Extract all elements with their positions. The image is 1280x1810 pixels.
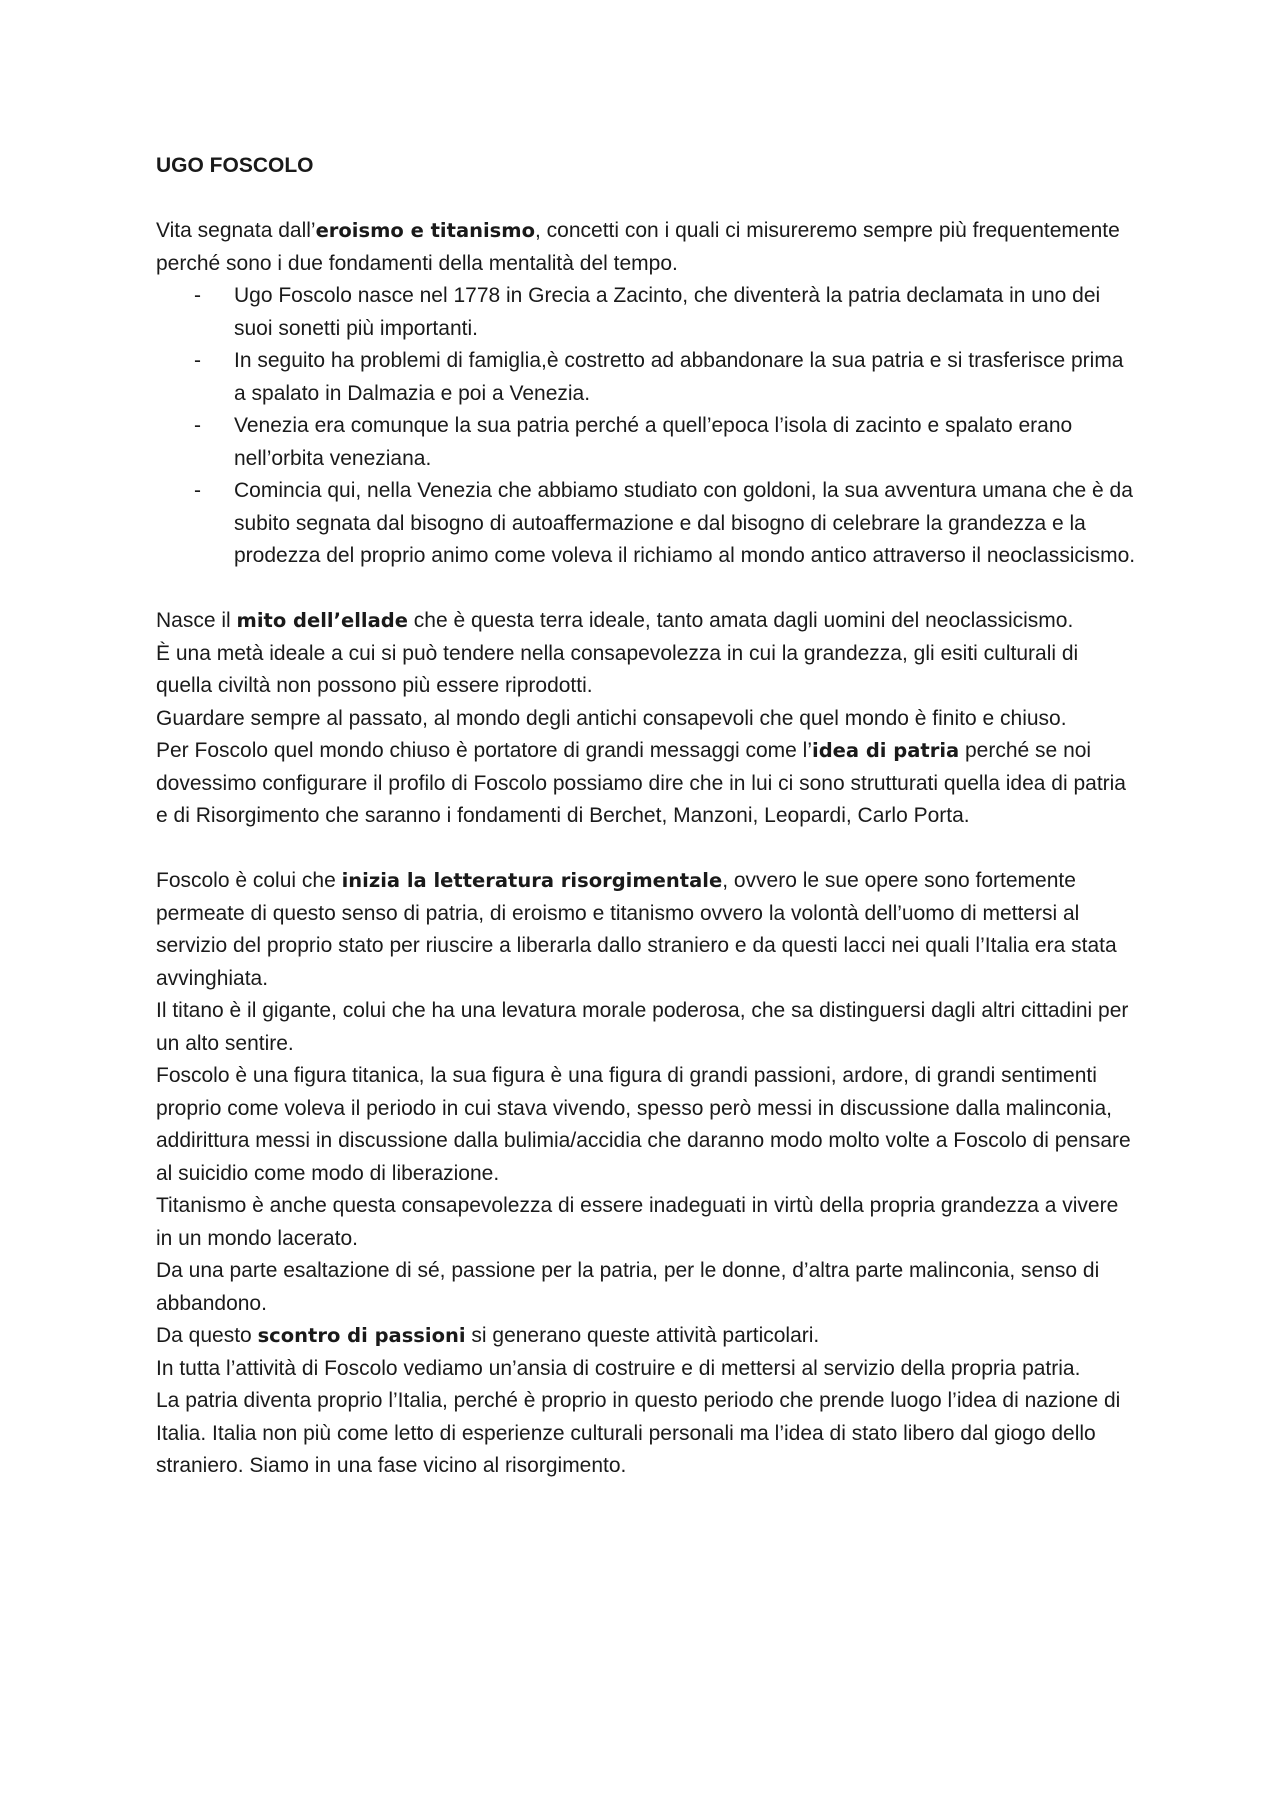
figura-titanica-paragraph: Foscolo è una figura titanica, la sua figura è una figura di grandi passioni, ardore, di grandi sentimenti proprio come voleva il periodo in cui stava vivendo, spesso però messi in discussione dalla malinconia, addirittura messi in discussione dalla bulimia/accidia che daranno modo molto volte a Foscolo di pensare al suicidio come modo di liberazione. — [156, 1064, 1131, 1185]
list-item — [156, 280, 1136, 345]
titanismo-paragraph: Titanismo è anche questa consapevolezza di essere inadeguati in virtù della propria grandezza a vivere in un mondo lacerato. — [156, 1194, 1119, 1250]
patria-paragraph — [156, 735, 1136, 833]
ideal-paragraph: È una metà ideale a cui si può tendere nella consapevolezza in cui la grandezza, gli esiti culturali di quella civiltà non possono più essere riprodotti. — [156, 641, 1079, 697]
intro-text-start: Vita segnata dall’ — [156, 219, 316, 242]
dash-marker: - — [194, 414, 201, 437]
risorgimentale-text-start: Foscolo è colui che — [156, 869, 342, 892]
scontro-text-start: Da questo — [156, 1324, 258, 1347]
risorgimentale-bold-phrase: inizia la letteratura risorgimentale — [341, 869, 723, 892]
intro-text-end: , concetti con i quali ci misureremo sempre più frequentemente perché sono i due fondamenti della mentalità del tempo. — [156, 219, 1120, 275]
ellade-paragraph — [156, 605, 1136, 638]
document-title: UGO FOSCOLO — [156, 154, 314, 177]
ellade-text-start: Nasce il — [156, 609, 237, 632]
dash-marker: - — [194, 284, 201, 307]
risorgimentale-paragraph — [156, 865, 1136, 995]
list-item-text: In seguito ha problemi di famiglia,è costretto ad abbandonare la sua patria e si trasferisce prima a spalato in Dalmazia e poi a Venezia. — [234, 349, 1124, 405]
patria-text-start: Per Foscolo quel mondo chiuso è portatore di grandi messaggi come l’ — [156, 739, 813, 762]
intro-bold-phrase: eroismo e titanismo — [315, 219, 535, 242]
list-item — [156, 410, 1136, 475]
dash-marker: - — [194, 479, 201, 502]
list-item-text: Venezia era comunque la sua patria perché a quell’epoca l’isola di zacinto e spalato erano nell’orbita veneziana. — [234, 414, 1073, 470]
paragraph-spacer — [156, 573, 1136, 606]
scontro-text-end: si generano queste attività particolari. — [465, 1324, 820, 1347]
list-item — [156, 345, 1136, 410]
paragraph-spacer — [156, 833, 1136, 866]
ansia-paragraph: In tutta l’attività di Foscolo vediamo un’ansia di costruire e di mettersi al servizio della propria patria. — [156, 1356, 1081, 1380]
patria-bold-phrase: idea di patria — [812, 739, 960, 762]
bullet-list — [156, 280, 1136, 573]
ellade-bold-phrase: mito dell’ellade — [236, 609, 408, 632]
intro-paragraph — [156, 215, 1136, 280]
past-paragraph: Guardare sempre al passato, al mondo degli antichi consapevoli che quel mondo è finito e chiuso. — [156, 706, 1067, 730]
list-item-text: Ugo Foscolo nasce nel 1778 in Grecia a Zacinto, che diventerà la patria declamata in uno dei suoi sonetti più importanti. — [234, 284, 1101, 340]
ellade-text-end: che è questa terra ideale, tanto amata dagli uomini del neoclassicismo. — [407, 609, 1074, 632]
patria-text-end: perché se noi dovessimo configurare il profilo di Foscolo possiamo dire che in lui ci sono strutturati quella idea di patria e di Risorgimento che saranno i fondamenti di Berchet, Manzoni, Leopardi, Carlo Porta. — [156, 739, 1126, 827]
dash-marker: - — [194, 349, 201, 372]
scontro-bold-phrase: scontro di passioni — [257, 1324, 466, 1347]
scontro-paragraph — [156, 1320, 1136, 1353]
list-item — [156, 475, 1136, 573]
nazione-paragraph: La patria diventa proprio l’Italia, perché è proprio in questo periodo che prende luogo l’idea di nazione di Italia. Italia non più come letto di esperienze culturali personali ma l’idea di stato libero dal giogo dello straniero. Siamo in una fase vicino al risorgimento. — [156, 1389, 1121, 1477]
esaltazione-paragraph: Da una parte esaltazione di sé, passione per la patria, per le donne, d’altra parte malinconia, senso di abbandono. — [156, 1259, 1100, 1315]
titano-paragraph: Il titano è il gigante, colui che ha una levatura morale poderosa, che sa distinguersi dagli altri cittadini per un alto sentire. — [156, 999, 1129, 1055]
document-page — [156, 150, 1136, 1483]
list-item-text: Comincia qui, nella Venezia che abbiamo studiato con goldoni, la sua avventura umana che è da subito segnata dal bisogno di autoaffermazione e dal bisogno di celebrare la grandezza e la prodezza del proprio animo come voleva il richiamo al mondo antico attraverso il neoclassicismo. — [234, 479, 1136, 567]
risorgimentale-text-end: , ovvero le sue opere sono fortemente permeate di questo senso di patria, di eroismo e titanismo ovvero la volontà dell’uomo di mettersi al servizio del proprio stato per riuscire a liberarla dallo straniero e da questi lacci nei quali l’Italia era stata avvinghiata. — [156, 869, 1117, 990]
